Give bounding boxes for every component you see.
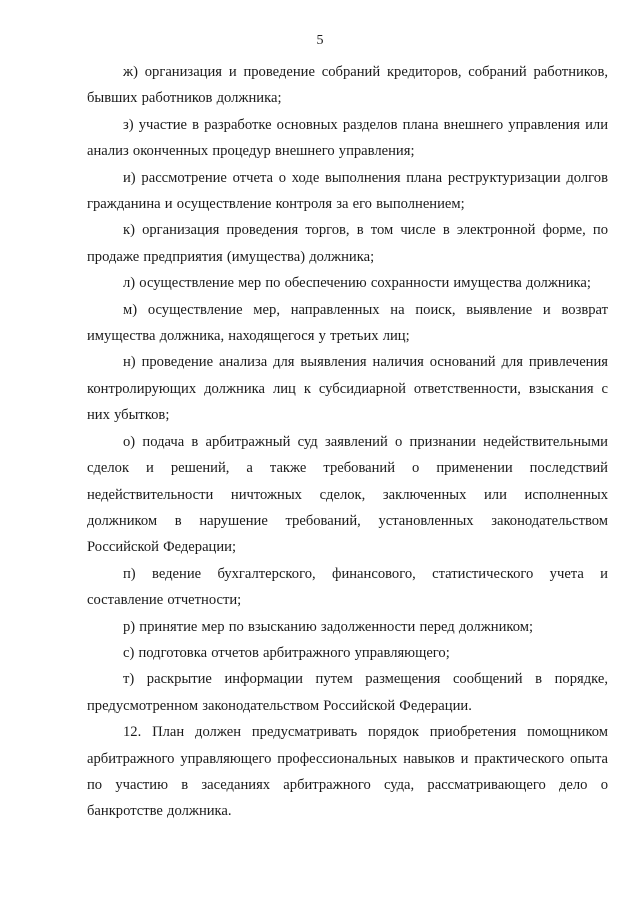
clause-12: 12. План должен предусматривать порядок приобретения помощником арбитражного управляющего профессиональных навыков и практического опыта по участию в заседаниях арбитражного суда, рассматривающего дело о банкротстве должника. [87, 724, 608, 820]
list-item-t: т) раскрытие информации путем размещения сообщений в порядке, предусмотренном законодательством Российской Федерации. [87, 671, 608, 714]
list-item-n: н) проведение анализа для выявления наличия оснований для привлечения контролирующих должника лиц к субсидиарной ответственности, взыскания с них убытков; [87, 354, 608, 424]
list-item-l: л) осуществление мер по обеспечению сохранности имущества должника; [123, 275, 591, 292]
list-item-i: и) рассмотрение отчета о ходе выполнения плана реструктуризации долгов гражданина и осуществление контроля за его выполнением; [87, 169, 608, 213]
list-item-z: з) участие в разработке основных разделов плана внешнего управления или анализ оконченных процедур внешнего управления; [87, 116, 608, 160]
list-item-s: с) подготовка отчетов арбитражного управляющего; [123, 644, 450, 661]
list-item-r: р) принятие мер по взысканию задолженности перед должником; [123, 618, 534, 635]
list-item-p: п) ведение бухгалтерского, финансового, статистического учета и составление отчетности; [87, 565, 608, 609]
list-item-zh: ж) организация и проведение собраний кредиторов, собраний работников, бывших работников должника; [87, 64, 608, 107]
list-item-k: к) организация проведения торгов, в том числе в электронной форме, по продаже предприятия (имущества) должника; [87, 222, 608, 265]
list-item-o: о) подача в арбитражный суд заявлений о признании недействительными сделок и решений, а также требований о применении последствий недействительности ничтожных сделок, заключенных или исполненных должником в нарушение требований, установленных законодательством Российской Федерации; [87, 433, 608, 556]
list-item-m: м) осуществление мер, направленных на поиск, выявление и возврат имущества должника, находящегося у третьих лиц; [87, 301, 608, 345]
page-number: 5 [316, 33, 324, 48]
document-body [87, 59, 608, 825]
